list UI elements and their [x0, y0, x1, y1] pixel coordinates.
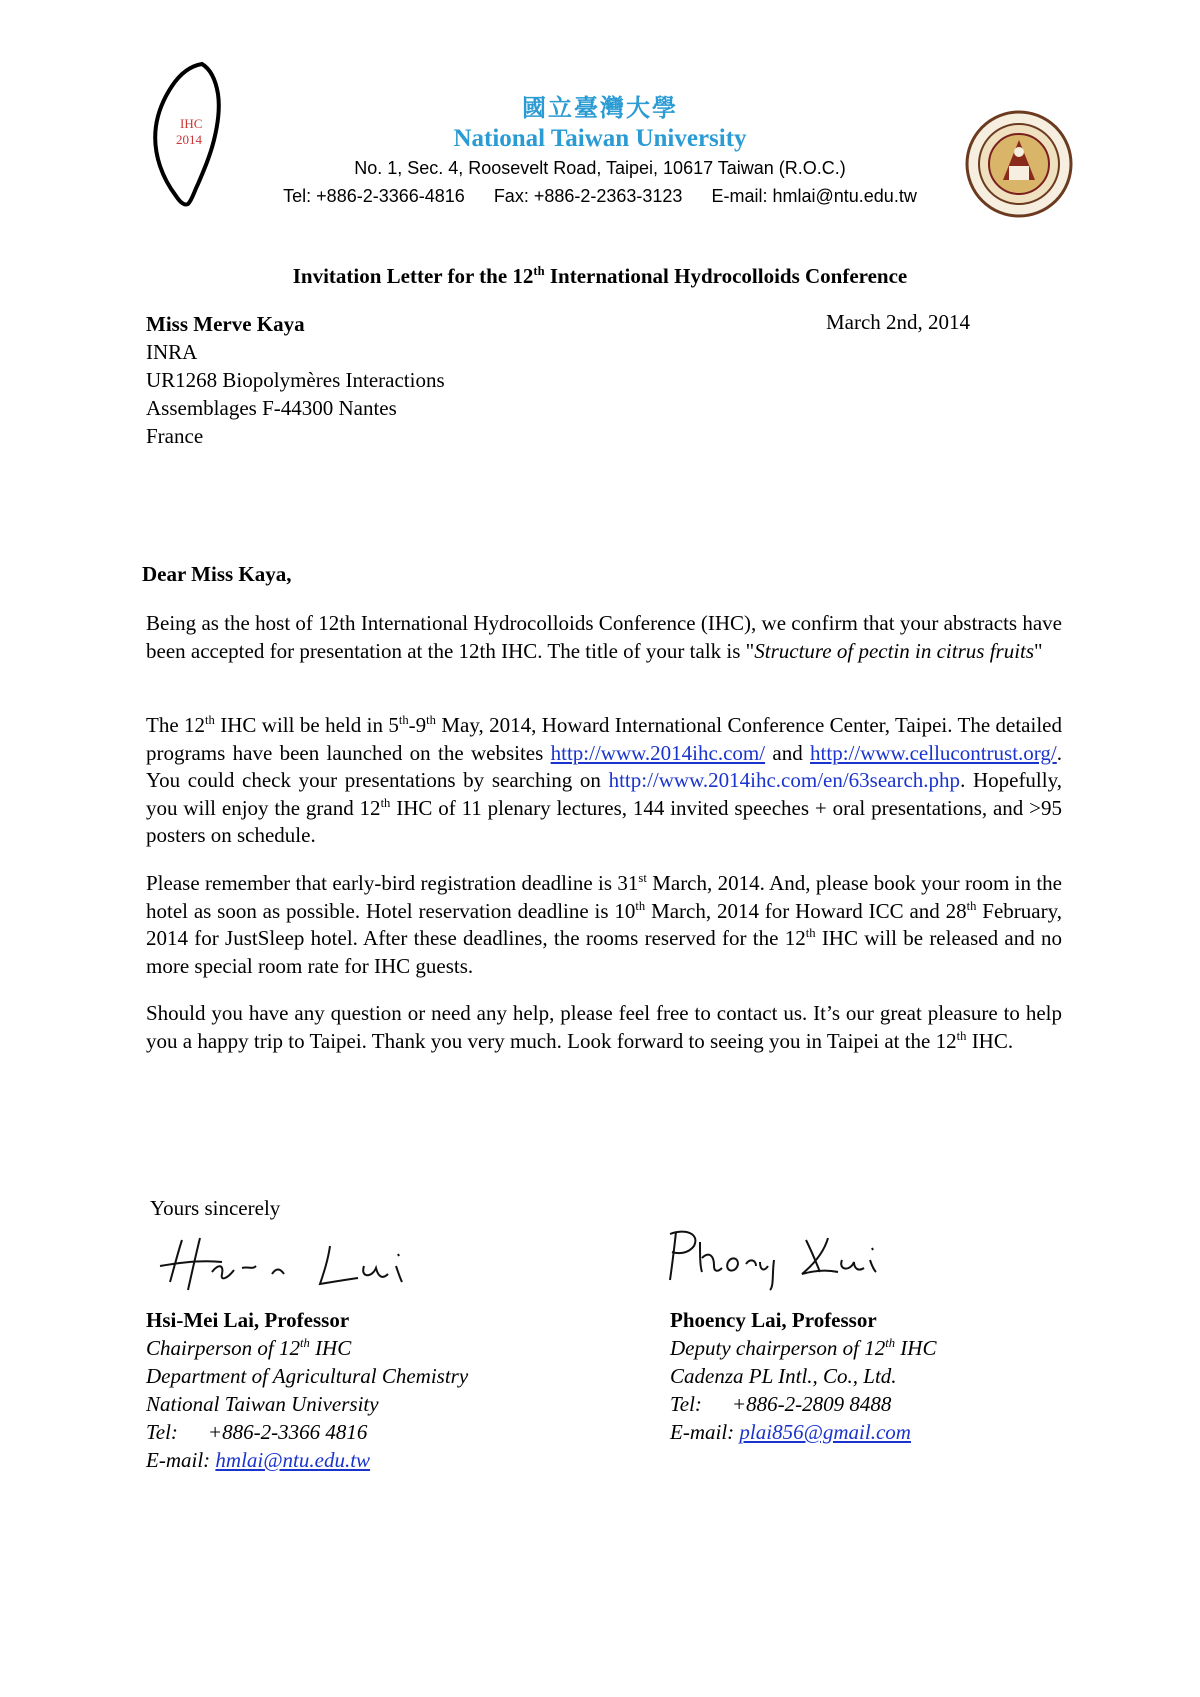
- logo-year-text: 2014: [176, 132, 202, 147]
- letter-title: Invitation Letter for the 12th International Hydrocolloids Conference: [292, 264, 908, 288]
- recipient-line: Assemblages F-44300 Nantes: [146, 396, 397, 420]
- website-link-cellucontrust[interactable]: http://www.cellucontrust.org/: [810, 740, 1057, 765]
- signatory-2-tel: Tel: +886-2-2809 8488: [670, 1392, 892, 1416]
- signatory-2-org: Cadenza PL Intl., Co., Ltd.: [670, 1364, 897, 1388]
- paragraph-3: Please remember that early-bird registration deadline is 31st March, 2014. And, please book your room in the hotel as soon as possible. Hotel reservation deadline is 10th March, 2014 for Howard ICC and 28th February, 2014 for JustSleep hotel. After these deadlines, the rooms reserved for the 12th IHC will be released and no more special room rate for IHC guests.: [146, 871, 1063, 978]
- signatory-1-email-link[interactable]: hmlai@ntu.edu.tw: [215, 1448, 371, 1472]
- paragraph-1: Being as the host of 12th International Hydrocolloids Conference (IHC), we confirm that your abstracts have been accepted for presentation at the 12th IHC. The title of your talk is "Structure of pectin in citrus fruits": [146, 611, 1062, 663]
- recipient-block: [146, 310, 445, 450]
- recipient-line: INRA: [146, 340, 198, 364]
- letterhead-contact: [0, 186, 1200, 207]
- signatory-2-role: Deputy chairperson of 12th IHC: [670, 1336, 937, 1360]
- signatory-2: [670, 1306, 936, 1446]
- paragraph-2: The 12th IHC will be held in 5th-9th May, 2014, Howard International Conference Center, Taipei. The detailed programs have been launched on the websites http://www.2014ihc.com/ and http://www.cellucontrust.org/. You could check your presentations by searching on http://www.2014ihc.com/en/63search.php. Hopefully, you will enjoy the grand 12th IHC of 11 plenary lectures, 144 invited speeches + oral presentations, and >95 posters on schedule.: [146, 713, 1063, 847]
- signatory-1-role: Chairperson of 12th IHC: [146, 1336, 352, 1360]
- signatory-2-email: E-mail: plai856@gmail.com: [670, 1420, 911, 1444]
- website-link-2014ihc[interactable]: http://www.2014ihc.com/: [550, 740, 766, 765]
- signatory-1: [146, 1306, 468, 1474]
- signatory-2-name: Phoency Lai, Professor: [670, 1308, 877, 1332]
- recipient-name: Miss Merve Kaya: [146, 312, 305, 336]
- logo-ihc-text: IHC: [180, 116, 203, 131]
- signature-hsi-mei-lai: [152, 1232, 422, 1296]
- signatory-1-name: Hsi-Mei Lai, Professor: [146, 1308, 350, 1332]
- signatory-1-email: E-mail: hmlai@ntu.edu.tw: [146, 1448, 371, 1472]
- closing: Yours sincerely: [150, 1196, 281, 1220]
- university-name-english: National Taiwan University: [453, 125, 747, 152]
- university-name-chinese: 國立臺灣大學: [522, 94, 678, 122]
- letterhead-tel: Tel: +886-2-3366-4816: [283, 186, 465, 206]
- signatory-2-email-link[interactable]: plai856@gmail.com: [739, 1420, 911, 1444]
- signatory-1-tel: Tel: +886-2-3366 4816: [146, 1420, 368, 1444]
- recipient-line: France: [146, 424, 204, 448]
- signatory-1-dept: Department of Agricultural Chemistry: [146, 1364, 469, 1388]
- letter-date: March 2nd, 2014: [826, 310, 971, 334]
- signatory-1-org: National Taiwan University: [146, 1392, 379, 1416]
- letterhead-fax: Fax: +886-2-2363-3123: [493, 186, 683, 206]
- signature-phoency-lai: [656, 1222, 926, 1292]
- salutation: Dear Miss Kaya,: [142, 562, 292, 586]
- recipient-line: UR1268 Biopolymères Interactions: [146, 368, 445, 392]
- paragraph-4: Should you have any question or need any help, please feel free to contact us. It’s our great pleasure to help you a happy trip to Taipei. Thank you very much. Look forward to seeing you in Taipei at the 12th IHC.: [146, 1001, 1062, 1053]
- talk-title: Structure of pectin in citrus fruits: [754, 638, 1035, 663]
- letterhead-email: E-mail: hmlai@ntu.edu.tw: [711, 186, 917, 206]
- search-page-link[interactable]: http://www.2014ihc.com/en/63search.php: [608, 768, 961, 792]
- university-address: No. 1, Sec. 4, Roosevelt Road, Taipei, 10617 Taiwan (R.O.C.): [354, 158, 846, 178]
